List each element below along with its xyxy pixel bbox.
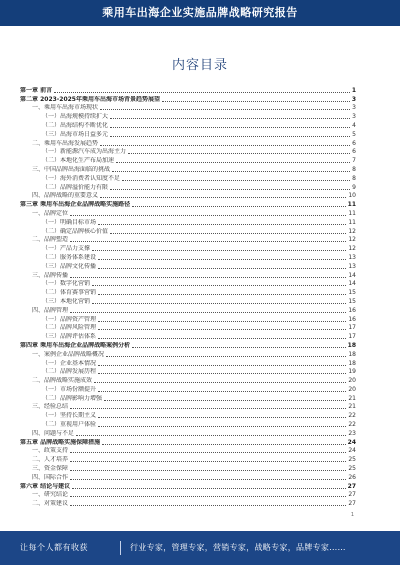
toc-leader-dots — [100, 197, 346, 198]
toc-page-number: 22 — [348, 421, 356, 429]
toc-entry-text: 三、中国品牌出海面临的挑战 — [32, 165, 111, 173]
toc-page-number: 21 — [348, 403, 356, 411]
toc-page-number: 4 — [352, 121, 356, 129]
toc-entry-text: （一）市场份额提升 — [42, 385, 97, 393]
toc-entry-text: （一）坚持长期主义 — [42, 412, 97, 420]
toc-entry[interactable] — [20, 156, 356, 165]
toc-leader-dots — [98, 391, 346, 392]
toc-page-number: 8 — [352, 174, 356, 182]
toc-page-number: 3 — [352, 104, 356, 112]
toc-entry-text: 二、品牌塑造 — [32, 236, 69, 244]
toc-entry[interactable] — [20, 280, 356, 289]
toc-page-number: 1 — [351, 86, 356, 94]
toc-page-number: 9 — [352, 183, 356, 191]
toc-leader-dots — [92, 285, 346, 286]
toc-entry[interactable] — [20, 236, 356, 245]
toc-page-number: 25 — [348, 465, 356, 473]
toc-leader-dots — [112, 171, 350, 172]
toc-leader-dots — [98, 329, 346, 330]
toc-entry-text: 一、政策支持 — [32, 447, 69, 455]
toc-page-number: 27 — [348, 491, 356, 499]
toc-entry-text: 一、研究结论 — [32, 491, 69, 499]
toc-leader-dots — [98, 365, 346, 366]
toc-page-number: 27 — [348, 500, 356, 508]
toc-page-number: 17 — [348, 333, 356, 341]
toc-leader-dots — [98, 417, 346, 418]
toc-page-number: 12 — [348, 245, 356, 253]
toc-page-number: 24 — [348, 447, 356, 455]
toc-page-number: 12 — [348, 236, 356, 244]
toc-entry[interactable] — [20, 411, 356, 420]
toc-entry[interactable] — [20, 183, 356, 192]
toc-entry[interactable] — [20, 253, 356, 262]
toc-leader-dots — [104, 400, 346, 401]
toc-entry[interactable] — [20, 491, 356, 500]
toc-entry-text: 四、问题与不足 — [32, 429, 75, 437]
toc-entry-text: 四、品牌战略的重要意义 — [32, 192, 99, 200]
toc-leader-dots — [98, 373, 346, 374]
toc-page-number: 17 — [348, 324, 356, 332]
toc-page-number: 15 — [348, 289, 356, 297]
toc-leader-dots — [100, 109, 350, 110]
toc-page-number: 16 — [348, 315, 356, 323]
toc-entry[interactable] — [20, 148, 356, 157]
toc-page-number: 27 — [347, 482, 356, 490]
toc-page-number: 13 — [348, 262, 356, 270]
toc-page-number: 21 — [348, 394, 356, 402]
toc-entry[interactable] — [20, 192, 356, 201]
toc-page-number: 11 — [348, 209, 356, 217]
toc-entry[interactable] — [20, 464, 356, 473]
toc-page-number: 3 — [351, 95, 356, 103]
toc-entry-text: （二）本地化生产布局加速 — [42, 157, 115, 165]
toc-entry-text: 第四章 乘用车出海企业品牌战略案例分析 — [20, 341, 131, 349]
toc-leader-dots — [110, 136, 350, 137]
table-of-contents — [20, 86, 356, 508]
toc-entry[interactable] — [20, 86, 356, 95]
toc-leader-dots — [122, 180, 350, 181]
toc-page-number: 18 — [348, 350, 356, 358]
toc-entry-text: （二）确定品牌核心价值 — [42, 227, 109, 235]
toc-page-number: 15 — [348, 297, 356, 305]
toc-entry[interactable] — [20, 324, 356, 333]
toc-entry-text: 二、品牌战略实施成效 — [32, 377, 93, 385]
toc-leader-dots — [70, 505, 346, 506]
toc-entry-text: （二）品牌影响力增强 — [42, 394, 103, 402]
footer-slogan: 让每个人都有收获 — [20, 543, 88, 552]
toc-entry-text: （二）体育赛事营销 — [42, 289, 97, 297]
toc-page-number: 25 — [348, 456, 356, 464]
toc-page-number: 12 — [348, 227, 356, 235]
toc-entry-text: （二）品牌发展历程 — [42, 368, 97, 376]
toc-entry[interactable] — [20, 218, 356, 227]
toc-entry-text: 四、品牌管理 — [32, 306, 69, 314]
toc-leader-dots — [128, 153, 350, 154]
toc-entry-text: （三）品牌文化传播 — [42, 262, 97, 270]
toc-page-number: 24 — [347, 438, 356, 446]
toc-entry-text: 一、品牌定位 — [32, 209, 69, 217]
toc-page-number: 8 — [352, 165, 356, 173]
toc-entry[interactable] — [20, 297, 356, 306]
toc-entry[interactable] — [20, 332, 356, 341]
toc-entry-text: 四、国际合作 — [32, 473, 69, 481]
toc-entry-text: 第六章 结论与建议 — [20, 482, 71, 490]
toc-leader-dots — [106, 356, 346, 357]
toc-entry[interactable] — [20, 288, 356, 297]
toc-leader-dots — [94, 382, 346, 383]
toc-entry-text: （二）出海结构不断优化 — [42, 121, 109, 129]
toc-entry[interactable] — [20, 429, 356, 438]
toc-leader-dots — [54, 92, 350, 93]
footer-tagline: 行业专家，管理专家，营销专家，战略专家，品牌专家…… — [130, 543, 346, 552]
toc-entry-text: （一）产品力支撑 — [42, 245, 91, 253]
toc-entry-text: （一）海外消费者认知度不足 — [42, 174, 121, 182]
toc-page-number: 18 — [347, 341, 356, 349]
toc-leader-dots — [70, 461, 346, 462]
toc-entry[interactable] — [20, 420, 356, 429]
toc-page-number: 6 — [352, 148, 356, 156]
toc-entry-text: 第五章 品牌战略实施保障措施 — [20, 438, 101, 446]
toc-leader-dots — [132, 347, 346, 348]
toc-entry[interactable] — [20, 121, 356, 130]
toc-page-number: 23 — [348, 429, 356, 437]
toc-leader-dots — [70, 470, 346, 471]
toc-leader-dots — [98, 294, 346, 295]
toc-page-number: 3 — [352, 113, 356, 121]
toc-entry[interactable] — [20, 394, 356, 403]
report-header — [0, 0, 400, 26]
toc-entry[interactable] — [20, 227, 356, 236]
toc-entry-text: （一）明确目标市场 — [42, 218, 97, 226]
toc-entry[interactable] — [20, 499, 356, 508]
toc-entry-text: 二、对策建议 — [32, 500, 69, 508]
toc-entry-text: （一）出海规模持续扩大 — [42, 113, 109, 121]
toc-leader-dots — [102, 444, 346, 445]
toc-entry-text: 二、人才培养 — [32, 456, 69, 464]
toc-leader-dots — [98, 224, 346, 225]
toc-entry[interactable] — [20, 341, 356, 350]
toc-entry[interactable] — [20, 112, 356, 121]
toc-entry-text: （三）出海市场日益多元 — [42, 130, 109, 138]
toc-entry-text: （三）品牌评估体系 — [42, 333, 97, 341]
toc-page-number: 10 — [348, 192, 356, 200]
toc-page-number: 20 — [348, 377, 356, 385]
toc-entry[interactable] — [20, 104, 356, 113]
toc-entry[interactable] — [20, 306, 356, 315]
toc-entry[interactable] — [20, 403, 356, 412]
toc-leader-dots — [110, 118, 350, 119]
toc-entry[interactable] — [20, 262, 356, 271]
toc-entry[interactable] — [20, 455, 356, 464]
toc-entry-text: （一）品牌资产管理 — [42, 315, 97, 323]
toc-page-number: 16 — [348, 306, 356, 314]
report-title: 乘用车出海企业实施品牌战略研究报告 — [102, 6, 298, 19]
toc-leader-dots — [70, 496, 346, 497]
toc-entry-text: 第三章 乘用车出海企业品牌战略实施路径 — [20, 201, 131, 209]
toc-page-number: 6 — [352, 139, 356, 147]
toc-title: 内容目录 — [171, 58, 228, 73]
toc-leader-dots — [92, 303, 346, 304]
toc-leader-dots — [70, 277, 346, 278]
toc-entry[interactable] — [20, 95, 356, 104]
toc-entry[interactable] — [20, 359, 356, 368]
toc-leader-dots — [98, 338, 346, 339]
toc-entry[interactable] — [20, 139, 356, 148]
footer-banner — [0, 531, 400, 565]
toc-entry[interactable] — [20, 174, 356, 183]
toc-entry[interactable] — [20, 482, 356, 491]
toc-page-number: 7 — [352, 157, 356, 165]
toc-leader-dots — [70, 408, 346, 409]
toc-entry-text: 一、案例企业品牌战略概况 — [32, 350, 105, 358]
toc-entry[interactable] — [20, 244, 356, 253]
toc-entry-text: （二）品牌风险管理 — [42, 324, 97, 332]
toc-leader-dots — [76, 435, 346, 436]
toc-page-number: 11 — [347, 201, 356, 209]
toc-entry-text: （一）企业基本情况 — [42, 359, 97, 367]
toc-entry[interactable] — [20, 385, 356, 394]
toc-entry[interactable] — [20, 271, 356, 280]
toc-entry-text: 第一章 前言 — [20, 86, 53, 94]
toc-entry-text: （二）品牌溢价能力有限 — [42, 183, 109, 191]
toc-leader-dots — [98, 259, 346, 260]
toc-entry-text: （三）本地化营销 — [42, 297, 91, 305]
toc-leader-dots — [110, 127, 350, 128]
footer-divider — [120, 541, 121, 555]
toc-entry-text: （二）服务体系建设 — [42, 253, 97, 261]
toc-entry-text: 二、乘用车出海发展趋势 — [32, 139, 99, 147]
toc-entry-text: （一）数字化营销 — [42, 280, 91, 288]
toc-entry-text: （一）新能源汽车成为出海主力 — [42, 148, 127, 156]
toc-page-number: 14 — [348, 280, 356, 288]
toc-entry[interactable] — [20, 165, 356, 174]
toc-leader-dots — [110, 233, 346, 234]
toc-entry-text: 一、乘用车出海市场现状 — [32, 104, 99, 112]
toc-page-number: 13 — [348, 253, 356, 261]
toc-leader-dots — [70, 312, 346, 313]
toc-leader-dots — [110, 189, 350, 190]
toc-entry[interactable] — [20, 200, 356, 209]
toc-page-number: 18 — [348, 359, 356, 367]
toc-entry[interactable] — [20, 130, 356, 139]
toc-leader-dots — [132, 206, 346, 207]
toc-leader-dots — [98, 268, 346, 269]
toc-entry-text: 第二章 2023-2025年乘用车出海市场背景趋势展望 — [20, 95, 160, 103]
toc-entry-text: 三、品牌传播 — [32, 271, 69, 279]
toc-page-number: 11 — [348, 218, 356, 226]
toc-entry-text: 三、资金保障 — [32, 465, 69, 473]
toc-entry[interactable] — [20, 473, 356, 482]
toc-entry[interactable] — [20, 350, 356, 359]
toc-entry-text: 三、经验总结 — [32, 403, 69, 411]
toc-entry[interactable] — [20, 315, 356, 324]
toc-entry[interactable] — [20, 209, 356, 218]
toc-entry[interactable] — [20, 376, 356, 385]
toc-leader-dots — [70, 215, 346, 216]
toc-leader-dots — [70, 452, 346, 453]
toc-leader-dots — [72, 488, 346, 489]
toc-leader-dots — [92, 250, 346, 251]
toc-leader-dots — [116, 162, 350, 163]
toc-entry[interactable] — [20, 438, 356, 447]
toc-leader-dots — [98, 321, 346, 322]
toc-page-number: 5 — [352, 130, 356, 138]
toc-page-number: 26 — [348, 473, 356, 481]
toc-page-number: 20 — [348, 385, 356, 393]
toc-page-number: 22 — [348, 412, 356, 420]
toc-leader-dots — [70, 479, 346, 480]
toc-entry[interactable] — [20, 368, 356, 377]
toc-entry[interactable] — [20, 447, 356, 456]
toc-leader-dots — [100, 145, 350, 146]
toc-entry-text: （二）重视用户体验 — [42, 421, 97, 429]
page-number: 1 — [350, 512, 354, 518]
toc-leader-dots — [98, 426, 346, 427]
toc-leader-dots — [162, 101, 350, 102]
toc-page-number: 14 — [348, 271, 356, 279]
toc-page-number: 19 — [348, 368, 356, 376]
toc-leader-dots — [70, 241, 346, 242]
